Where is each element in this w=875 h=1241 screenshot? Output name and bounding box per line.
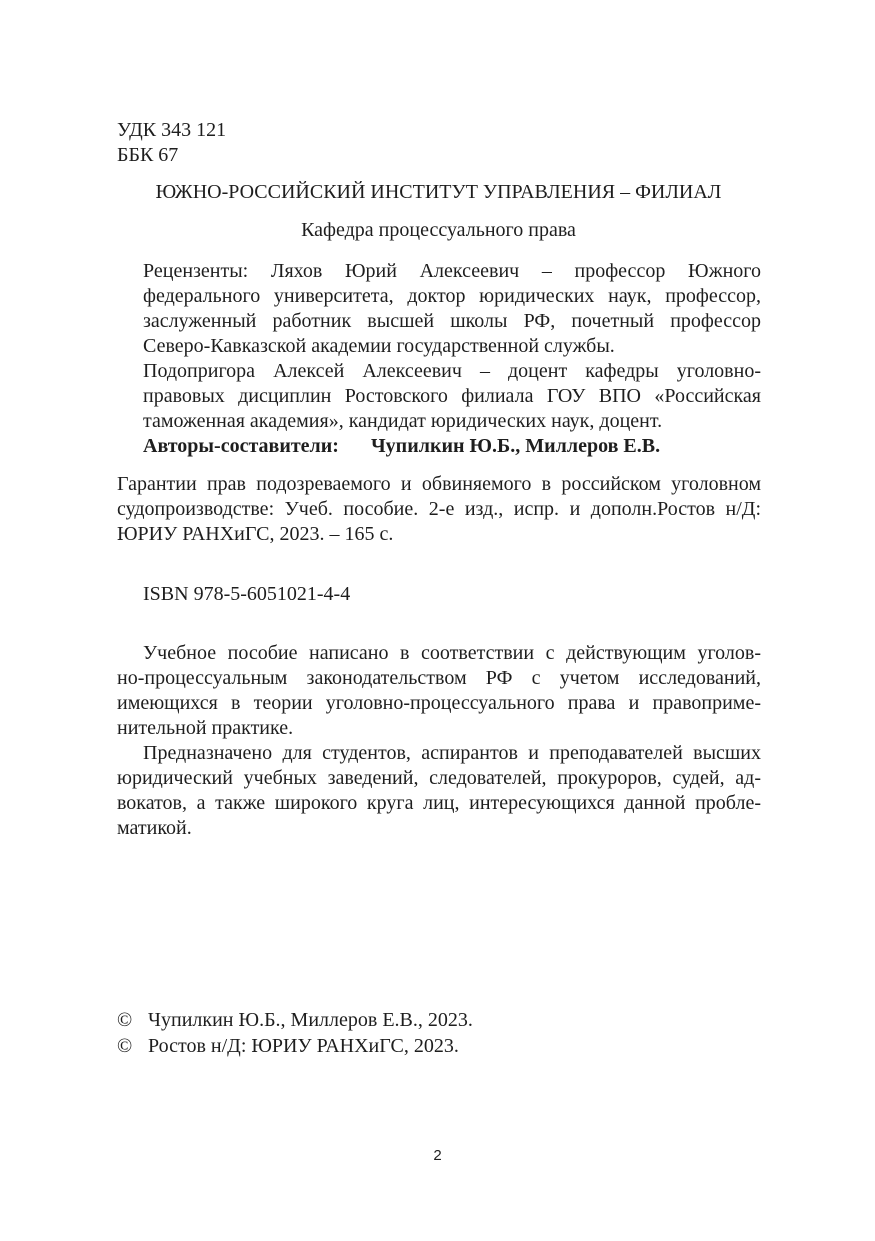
institution-title: ЮЖНО-РОССИЙСКИЙ ИНСТИТУТ УПРАВЛЕНИЯ – ФИЛИАЛ: [155, 181, 722, 203]
reviewers-line: правовых дисциплин Ростовского филиала ГОУ ВПО «Российская: [143, 385, 761, 407]
annotation-line: юридический учебных заведений, следователей, прокуроров, судей, ад-: [117, 767, 761, 789]
page-number: 2: [433, 1147, 442, 1164]
copyright-authors: Чупилкин Ю.Б., Миллеров Е.В., 2023.: [148, 1009, 473, 1031]
department-title: Кафедра процессуального права: [301, 219, 576, 241]
copyright-symbol: ©: [117, 1035, 133, 1057]
annotation: [117, 641, 761, 841]
reviewers-line: заслуженный работник высшей школы РФ, почетный профессор: [143, 310, 761, 332]
annotation-line: Предназначено для студентов, аспирантов и преподавателей высших: [143, 742, 761, 764]
isbn: ISBN 978-5-6051021-4-4: [143, 583, 351, 605]
citation-line: ЮРИУ РАНХиГС, 2023. – 165 с.: [117, 523, 394, 545]
reviewers-line: Северо-Кавказской академии государственной службы.: [143, 335, 615, 357]
annotation-line: но-процессуальным законодательством РФ с учетом исследований,: [117, 667, 761, 689]
reviewers-line: Рецензенты: Ляхов Юрий Алексеевич – профессор Южного: [143, 260, 761, 282]
copyright-symbol: ©: [117, 1009, 133, 1031]
bibliographic-citation: [117, 472, 761, 547]
bbk-code: ББК 67: [117, 144, 179, 166]
annotation-line: матикой.: [117, 817, 192, 839]
annotation-line: имеющихся в теории уголовно-процессуального права и правоприме-: [117, 692, 761, 714]
citation-line: Гарантии прав подозреваемого и обвиняемого в российском уголовном: [117, 473, 761, 495]
annotation-line: нительной практике.: [117, 717, 294, 739]
reviewers-line: таможенная академия», кандидат юридических наук, доцент.: [143, 410, 663, 432]
authors-names: Чупилкин Ю.Б., Миллеров Е.В.: [371, 435, 661, 457]
citation-line: судопроизводстве: Учеб. пособие. 2-е изд., испр. и дополн.Ростов н/Д:: [117, 498, 761, 520]
annotation-line: вокатов, а также широкого круга лиц, интересующихся данной пробле-: [117, 792, 761, 814]
udk-code: УДК 343 121: [117, 119, 227, 141]
authors-label: Авторы-составители:: [143, 435, 339, 457]
reviewers-line: федерального университета, доктор юридических наук, профессор,: [143, 285, 761, 307]
annotation-line: Учебное пособие написано в соответствии с действующим уголов-: [143, 642, 761, 664]
copyright-publisher: Ростов н/Д: ЮРИУ РАНХиГС, 2023.: [148, 1035, 459, 1057]
reviewers-line: Подопригора Алексей Алексеевич – доцент кафедры уголовно-: [143, 360, 761, 382]
reviewers-block: [143, 259, 761, 434]
